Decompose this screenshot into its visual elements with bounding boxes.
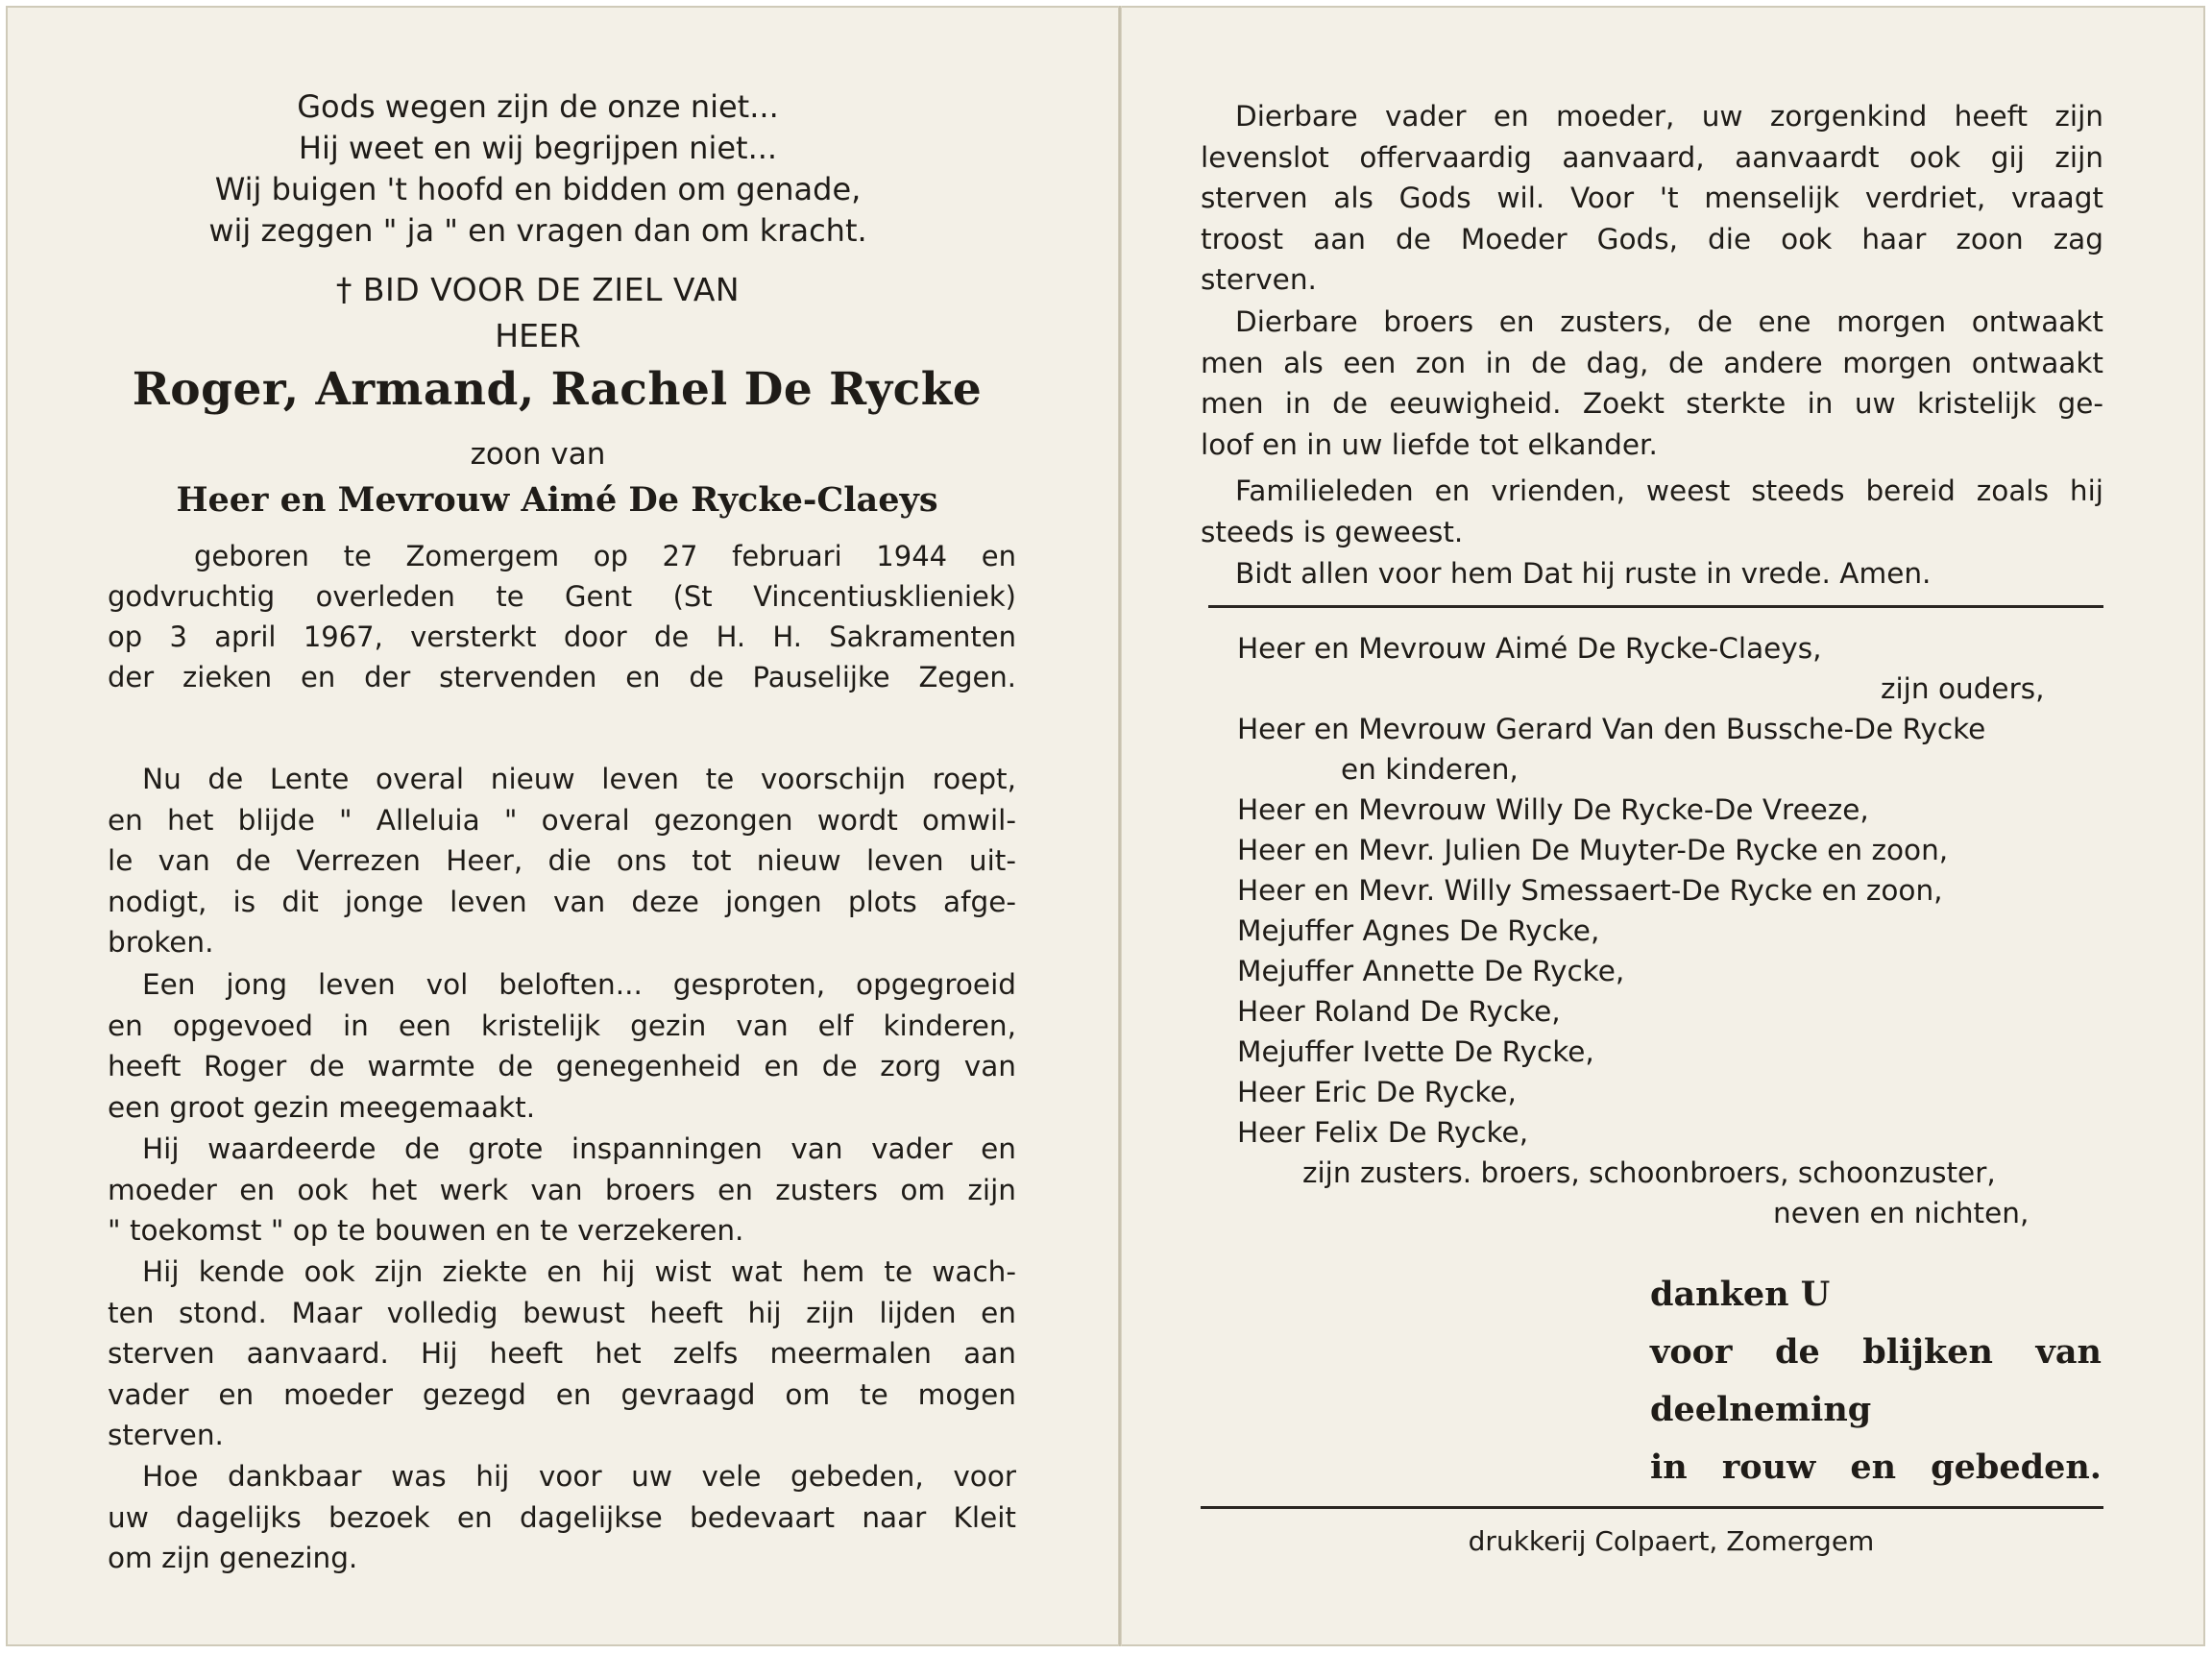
divider-bottom bbox=[1201, 1506, 2103, 1509]
verse-line: Wij buigen 't hoofd en bidden om genade, bbox=[214, 171, 862, 207]
son-of-label: zoon van bbox=[470, 437, 606, 472]
card-fold bbox=[1118, 6, 1122, 1646]
paragraph-line: men als een zon in de dag, de andere morgen ontwaakt bbox=[1201, 346, 2103, 379]
family-list bbox=[1237, 628, 2102, 1233]
paragraph-line: uw dagelijks bezoek en dagelijkse bedevaart naar Kleit bbox=[108, 1500, 1016, 1534]
family-line: Heer en Mevr. Willy Smessaert-De Rycke en zoon, bbox=[1237, 874, 1943, 907]
opening-verse bbox=[154, 86, 922, 252]
details-line: op 3 april 1967, versterkt door de H. H. Sakramenten bbox=[108, 620, 1016, 653]
paragraph-line: nodigt, is dit jonge leven van deze jongen plots afge- bbox=[108, 885, 1016, 918]
paragraph-illness bbox=[108, 1252, 1016, 1456]
family-line: Mejuffer Ivette De Rycke, bbox=[1237, 1035, 1594, 1068]
thanks-line: deelneming bbox=[1650, 1390, 1872, 1429]
paragraph-line: een groot gezin meegemaakt. bbox=[108, 1090, 536, 1124]
title-heer: HEER bbox=[495, 317, 581, 354]
family-line: Mejuffer Annette De Rycke, bbox=[1237, 955, 1625, 987]
family-line: en kinderen, bbox=[1341, 753, 1519, 786]
thanks-line: danken U bbox=[1650, 1275, 1831, 1314]
paragraph-line: en opgevoed in een kristelijk gezin van elf kinderen, bbox=[108, 1009, 1016, 1042]
thanks-line: voor de blijken van bbox=[1650, 1332, 2102, 1372]
paragraph-line: moeder en ook het werk van broers en zusters om zijn bbox=[108, 1173, 1016, 1206]
paragraph-line: sterven. bbox=[108, 1419, 224, 1451]
verse-line: wij zeggen " ja " en vragen dan om kracht. bbox=[208, 212, 867, 249]
paragraph-line: Dierbare broers en zusters, de ene morgen ontwaakt bbox=[1235, 305, 2103, 338]
paragraph-line: Bidt allen voor hem Dat hij ruste in vrede. Amen. bbox=[1235, 557, 1932, 590]
family-line: Mejuffer Agnes De Rycke, bbox=[1237, 914, 1600, 947]
paragraph-line: broken. bbox=[108, 926, 214, 959]
verse-line: Hij weet en wij begrijpen niet... bbox=[298, 130, 778, 166]
family-line: Heer en Mevr. Julien De Muyter-De Rycke en zoon, bbox=[1237, 834, 1949, 866]
deceased-name: Roger, Armand, Rachel De Rycke bbox=[132, 363, 983, 416]
prayer-line: BID VOOR DE ZIEL VAN bbox=[362, 271, 741, 308]
paragraph-gratitude bbox=[108, 1456, 1016, 1579]
family-line: zijn zusters. broers, schoonbroers, schoonzuster, bbox=[1302, 1156, 1996, 1189]
paragraph-line: loof en in uw liefde tot elkander. bbox=[1201, 427, 1658, 461]
paragraph-line: Een jong leven vol beloften... gesproten, opgegroeid bbox=[142, 968, 1016, 1001]
family-line: Heer en Mevrouw Aimé De Rycke-Claeys, bbox=[1237, 632, 1822, 665]
paragraph-line: steeds is geweest. bbox=[1201, 515, 1464, 548]
paragraph-spring bbox=[108, 759, 1016, 963]
paragraph-line: Hij waardeerde de grote inspanningen van vader en bbox=[142, 1132, 1016, 1165]
family-line: Heer Roland De Rycke, bbox=[1237, 995, 1561, 1028]
birth-death-details bbox=[108, 536, 1016, 697]
paragraph-line: Hij kende ook zijn ziekte en hij wist wat hem te wach- bbox=[142, 1255, 1016, 1288]
cross-icon: † bbox=[335, 271, 352, 308]
details-line: geboren te Zomergem op 27 februari 1944 en bbox=[194, 540, 1016, 572]
printer-credit: drukkerij Colpaert, Zomergem bbox=[1468, 1525, 1875, 1557]
paragraph-line: " toekomst " op te bouwen en te verzekeren. bbox=[108, 1214, 744, 1247]
family-line: Heer en Mevrouw Gerard Van den Bussche-De Rycke bbox=[1237, 713, 1986, 745]
paragraph-line: sterven aanvaard. Hij heeft het zelfs meermalen aan bbox=[108, 1337, 1016, 1370]
details-line: godvruchtig overleden te Gent (St Vincentiusklieniek) bbox=[108, 580, 1016, 613]
divider-top bbox=[1208, 605, 2103, 608]
thanks-block bbox=[1650, 1266, 2102, 1496]
paragraph-line: vader en moeder gezegd en gevraagd om te mogen bbox=[108, 1377, 1016, 1411]
paragraph-relatives bbox=[1201, 471, 2103, 552]
prayer-heading bbox=[154, 271, 922, 308]
paragraph-line: Hoe dankbaar was hij voor uw vele gebeden, voor bbox=[142, 1460, 1016, 1493]
paragraph-line: Familieleden en vrienden, weest steeds bereid zoals hij bbox=[1235, 474, 2103, 507]
paragraph-line: levenslot offervaardig aanvaard, aanvaardt ook gij zijn bbox=[1201, 140, 2103, 174]
paragraph-line: sterven. bbox=[1201, 263, 1317, 296]
paragraph-line: le van de Verrezen Heer, die ons tot nieuw leven uit- bbox=[108, 844, 1016, 877]
paragraph-prayer bbox=[1201, 553, 2103, 595]
paragraph-line: Nu de Lente overal nieuw leven te voorschijn roept, bbox=[142, 763, 1016, 795]
paragraph-line: men in de eeuwigheid. Zoekt sterkte in uw kristelijk ge- bbox=[1201, 387, 2103, 420]
paragraph-parents bbox=[1201, 96, 2103, 301]
parents-name: Heer en Mevrouw Aimé De Rycke-Claeys bbox=[176, 480, 938, 520]
paragraph-line: heeft Roger de warmte de genegenheid en de zorg van bbox=[108, 1050, 1016, 1082]
details-line: der zieken en der stervenden en de Pauselijke Zegen. bbox=[108, 661, 1016, 693]
paragraph-line: en het blijde " Alleluia " overal gezongen wordt omwil- bbox=[108, 803, 1016, 837]
paragraph-line: troost aan de Moeder Gods, die ook haar zoon zag bbox=[1201, 222, 2103, 255]
paragraph-line: om zijn genezing. bbox=[108, 1542, 358, 1574]
verse-line: Gods wegen zijn de onze niet... bbox=[297, 88, 779, 125]
paragraph-siblings bbox=[1201, 302, 2103, 465]
thanks-line: in rouw en gebeden. bbox=[1650, 1447, 2102, 1487]
family-line: neven en nichten, bbox=[1773, 1197, 2030, 1229]
family-line: zijn ouders, bbox=[1881, 672, 2045, 705]
paragraph-line: sterven als Gods wil. Voor 't menselijk verdriet, vraagt bbox=[1201, 182, 2103, 214]
family-line: Heer Eric De Rycke, bbox=[1237, 1076, 1517, 1108]
paragraph-appreciation bbox=[108, 1129, 1016, 1252]
family-line: Heer Felix De Rycke, bbox=[1237, 1116, 1529, 1149]
paragraph-young-life bbox=[108, 964, 1016, 1128]
paragraph-line: ten stond. Maar volledig bewust heeft hij zijn lijden en bbox=[108, 1296, 1016, 1329]
paragraph-line: Dierbare vader en moeder, uw zorgenkind heeft zijn bbox=[1235, 100, 2103, 133]
family-line: Heer en Mevrouw Willy De Rycke-De Vreeze, bbox=[1237, 793, 1869, 826]
